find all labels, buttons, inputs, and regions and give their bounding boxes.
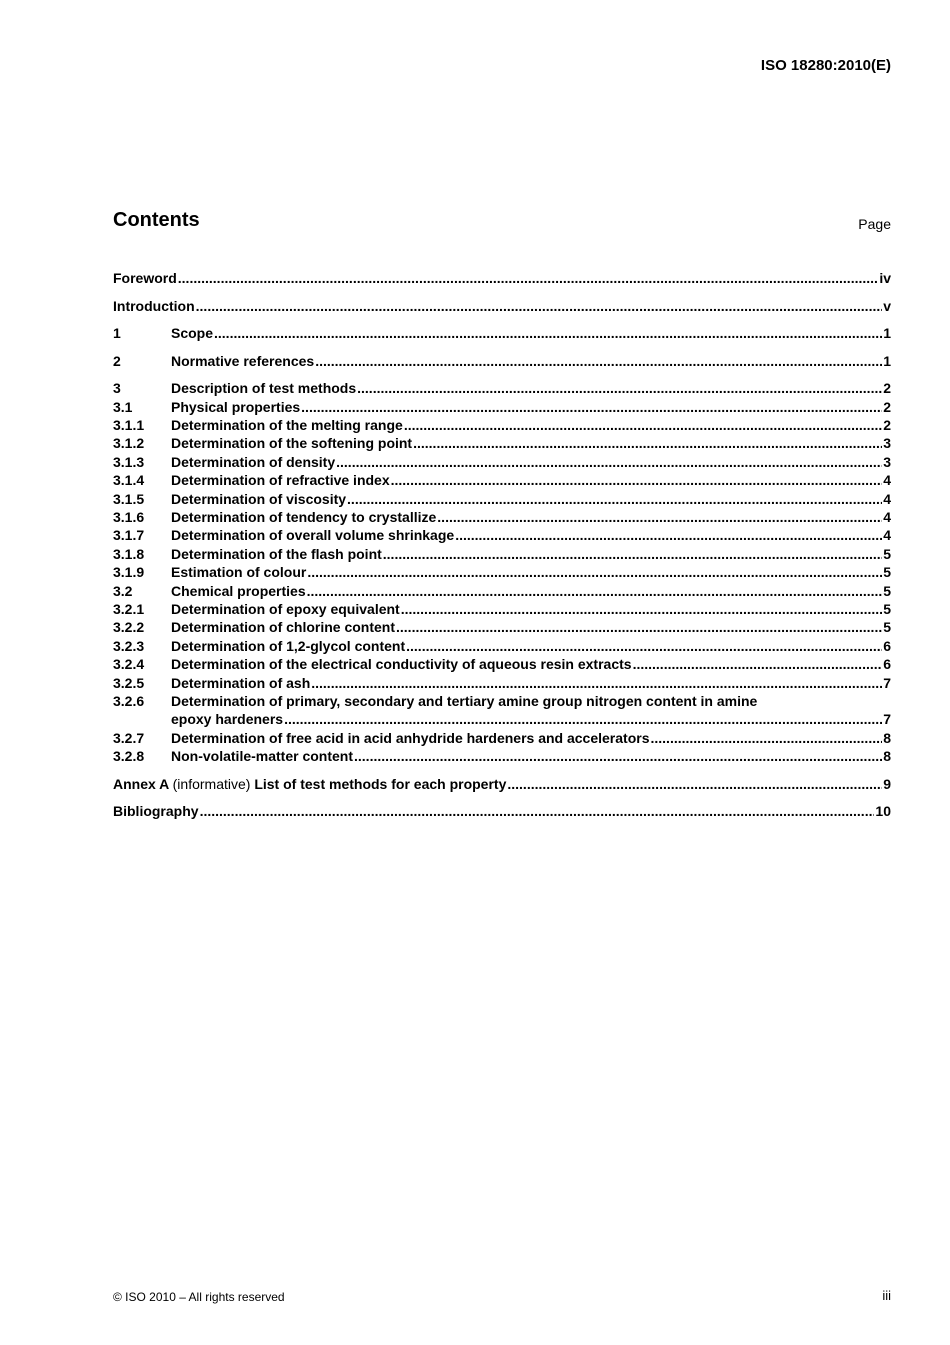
toc-page: iv: [879, 270, 891, 286]
toc-leader: [301, 398, 882, 416]
toc-leader: [413, 434, 882, 452]
copyright-notice: © ISO 2010 – All rights reserved: [113, 1290, 285, 1304]
toc-title: Description of test methods: [171, 380, 357, 397]
toc-leader: [347, 490, 882, 508]
toc-page: 5: [883, 545, 891, 562]
toc-number: 2: [113, 352, 121, 369]
toc-entry-3-2-7[interactable]: [113, 729, 891, 747]
toc-page: 3: [883, 453, 891, 470]
toc-entry-3-2-6-continued[interactable]: [113, 710, 891, 728]
toc-title: Determination of density: [171, 453, 336, 470]
toc-page: 1: [883, 352, 891, 369]
toc-number: 3: [113, 380, 121, 397]
toc-page: 8: [883, 729, 891, 746]
toc-page: 7: [883, 711, 891, 728]
toc-number: 3.2.5: [113, 674, 145, 691]
toc-page: 4: [883, 527, 891, 544]
toc-number: 1: [113, 325, 121, 342]
toc-leader: [284, 710, 882, 728]
toc-title: Determination of the melting range: [171, 417, 403, 434]
toc-title: Determination of tendency to crystallize: [171, 509, 437, 526]
toc-page: 4: [883, 490, 891, 507]
toc-page: 1: [883, 325, 891, 342]
toc-number: 3.2: [113, 582, 133, 599]
toc-number: 3.2.8: [113, 748, 145, 765]
toc-entry-3-2-1[interactable]: [113, 600, 891, 618]
toc-title: Physical properties: [171, 398, 301, 415]
toc-title: Determination of the electrical conductivity of aqueous resin extracts: [171, 656, 632, 673]
toc-title: Determination of overall volume shrinkage: [171, 527, 455, 544]
toc-entry-3-1[interactable]: [113, 398, 891, 416]
toc-leader: [178, 269, 879, 287]
toc-leader: [311, 674, 882, 692]
toc-title: Chemical properties: [171, 582, 306, 599]
toc-entry-3-1-7[interactable]: [113, 526, 891, 544]
toc-page: 9: [883, 775, 891, 792]
toc-leader: [307, 582, 883, 600]
toc-entry-3-1-8[interactable]: [113, 545, 891, 563]
toc-page: 2: [883, 417, 891, 434]
toc-page: 10: [875, 803, 891, 820]
toc-number: 3.1.1: [113, 417, 145, 434]
toc-leader: [354, 747, 882, 765]
toc-entry-foreword[interactable]: [113, 269, 891, 287]
toc-page: 7: [883, 674, 891, 691]
toc-title: Determination of the softening point: [171, 435, 413, 452]
toc-title: Determination of primary, secondary and tertiary amine group nitrogen content in amine: [171, 692, 758, 709]
toc-leader: [651, 729, 883, 747]
toc-leader: [307, 563, 882, 581]
toc-title: Determination of 1,2-glycol content: [171, 637, 406, 654]
toc-entry-3-2-6[interactable]: [113, 692, 891, 710]
toc-entry-3-2-3[interactable]: [113, 637, 891, 655]
toc-entry-3-1-6[interactable]: [113, 508, 891, 526]
toc-leader: [200, 802, 875, 820]
toc-page: 4: [883, 472, 891, 489]
toc-entry-3-1-5[interactable]: [113, 490, 891, 508]
toc-number: 3.2.6: [113, 692, 145, 709]
toc-entry-scope[interactable]: [113, 324, 891, 342]
page-column-label: Page: [858, 216, 891, 232]
toc-number: 3.2.4: [113, 656, 145, 673]
toc-leader: [336, 453, 882, 471]
toc-title: Determination of the flash point: [171, 545, 382, 562]
toc-entry-3-2[interactable]: [113, 582, 891, 600]
toc-title: Foreword: [113, 270, 177, 286]
toc-entry-bibliography[interactable]: [113, 802, 891, 820]
toc-number: 3.1.6: [113, 509, 145, 526]
toc-number: 3.2.2: [113, 619, 145, 636]
toc-leader: [406, 637, 882, 655]
toc-page: 5: [883, 582, 891, 599]
toc-title: Scope: [171, 325, 214, 342]
toc-title: Annex A: [113, 775, 169, 792]
toc-number: 3.1.5: [113, 490, 145, 507]
toc-entry-3-2-2[interactable]: [113, 618, 891, 636]
toc-leader: [214, 324, 882, 342]
toc-annex-type: (informative): [172, 775, 251, 792]
toc-number: 3.1: [113, 398, 133, 415]
toc-leader: [507, 775, 882, 793]
toc-number: 3.2.3: [113, 637, 145, 654]
toc-entry-3-1-3[interactable]: [113, 453, 891, 471]
toc-entry-annex-a[interactable]: [113, 775, 891, 793]
toc-number: 3.1.7: [113, 527, 145, 544]
toc-entry-normative-references[interactable]: [113, 352, 891, 370]
toc-entry-3-1-9[interactable]: [113, 563, 891, 581]
toc-entry-3-1-4[interactable]: [113, 471, 891, 489]
page-number: iii: [882, 1288, 891, 1303]
toc-entry-3-2-4[interactable]: [113, 655, 891, 673]
toc-leader: [315, 352, 882, 370]
toc-title: Determination of free acid in acid anhydride hardeners and accelerators: [171, 729, 650, 746]
toc-entry-introduction[interactable]: [113, 297, 891, 315]
toc-leader: [404, 416, 882, 434]
toc-page: v: [883, 297, 891, 314]
toc-title: Estimation of colour: [171, 564, 307, 581]
toc-number: 3.1.2: [113, 435, 145, 452]
toc-annex-title: List of test methods for each property: [254, 775, 507, 792]
toc-number: 3.1.4: [113, 472, 145, 489]
toc-title: Determination of viscosity: [171, 490, 347, 507]
toc-title-continued: epoxy hardeners: [171, 711, 284, 728]
toc-leader: [455, 526, 882, 544]
toc-number: 3.1.8: [113, 545, 145, 562]
toc-page: 6: [883, 656, 891, 673]
toc-entry-3-2-5[interactable]: [113, 674, 891, 692]
toc-page: 3: [883, 435, 891, 452]
toc-title: Determination of ash: [171, 674, 311, 691]
toc-page: 5: [883, 601, 891, 617]
toc-page: 6: [883, 637, 891, 654]
toc-number: 3.1.9: [113, 564, 145, 581]
toc-entry-3-2-8[interactable]: [113, 747, 891, 765]
toc-page: 8: [883, 748, 891, 765]
toc-leader: [383, 545, 882, 563]
toc-number: 3.2.1: [113, 601, 145, 617]
toc-number: 3.1.3: [113, 453, 145, 470]
toc-title: Determination of chlorine content: [171, 619, 396, 636]
toc-number: 3.2.7: [113, 729, 145, 746]
toc-entry-3-1-1[interactable]: [113, 416, 891, 434]
toc-entry-3-1-2[interactable]: [113, 434, 891, 452]
toc-entry-description-of-test-methods[interactable]: [113, 379, 891, 397]
toc-leader: [633, 655, 883, 673]
contents-heading: Contents: [113, 209, 200, 231]
toc-leader: [401, 600, 882, 618]
toc-title: Introduction: [113, 297, 195, 314]
toc-leader: [437, 508, 882, 526]
toc-leader: [196, 297, 883, 315]
toc-leader: [357, 379, 882, 397]
toc-page: 2: [883, 380, 891, 397]
toc-title: Determination of refractive index: [171, 472, 390, 489]
toc-page: 5: [883, 619, 891, 636]
toc-title: Non-volatile-matter content: [171, 748, 354, 765]
toc-page: 4: [883, 509, 891, 526]
toc-page: 5: [883, 564, 891, 581]
toc-leader: [391, 471, 883, 489]
table-of-contents: [113, 269, 891, 821]
toc-title: Determination of epoxy equivalent: [171, 601, 400, 617]
toc-title: Bibliography: [113, 803, 199, 820]
toc-title: Normative references: [171, 352, 315, 369]
toc-page: 2: [883, 398, 891, 415]
toc-leader: [396, 618, 882, 636]
document-id: ISO 18280:2010(E): [760, 57, 891, 74]
